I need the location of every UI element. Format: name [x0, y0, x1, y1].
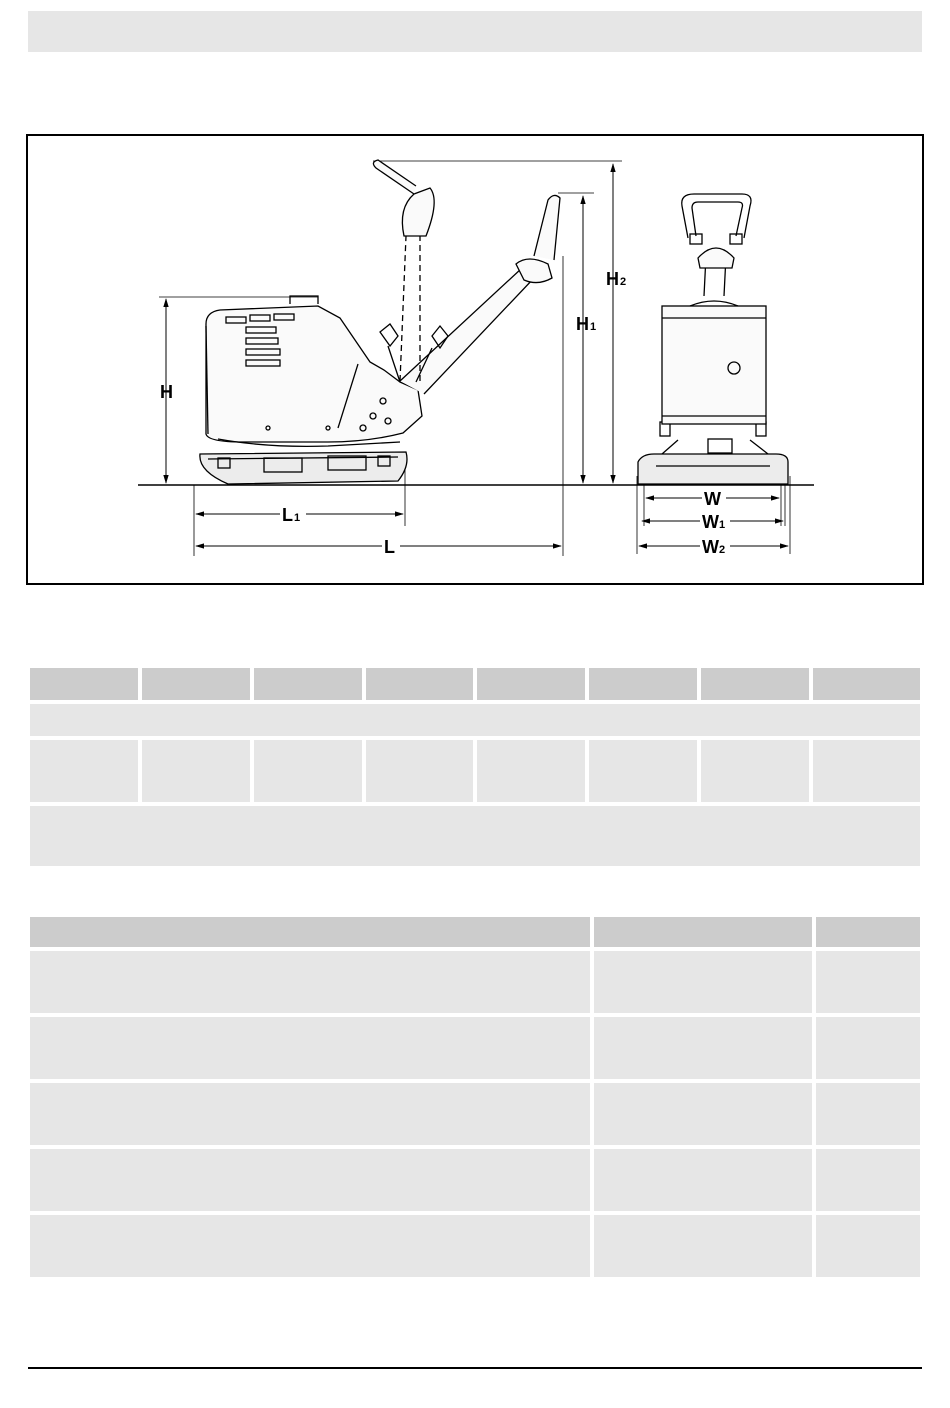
label-W2-subscript: 2: [719, 544, 726, 556]
dimension-drawing: [28, 136, 922, 583]
dimension-diagram: [26, 134, 924, 585]
table1-footnote-row: [30, 806, 920, 866]
table2-row-cell: [816, 1149, 920, 1211]
label-W1: W: [702, 512, 719, 532]
label-W: W: [704, 489, 721, 509]
table2-row-cell: [30, 1215, 590, 1277]
table2-row-cell: [30, 1083, 590, 1145]
table2-header-cell: [594, 917, 812, 947]
table2-row-cell: [30, 1149, 590, 1211]
table2-row-cell: [30, 951, 590, 1013]
label-L1: L: [282, 505, 293, 525]
label-W2: W: [702, 537, 719, 557]
page-header-bar: [28, 11, 922, 52]
table2-header-cell: [816, 917, 920, 947]
table1-header-cell: [366, 668, 473, 700]
table1-data-cell: [254, 740, 362, 802]
label-W1-subscript: 1: [719, 519, 726, 531]
table2-row-cell: [816, 1083, 920, 1145]
table1-data-cell: [813, 740, 920, 802]
table1-data-cell: [477, 740, 585, 802]
table1-header-cell: [813, 668, 920, 700]
footer-rule: [28, 1367, 922, 1369]
table1-span-row: [30, 704, 920, 736]
table2-row-cell: [30, 1017, 590, 1079]
label-H2-subscript: 2: [620, 276, 627, 288]
label-H2: H: [606, 269, 619, 289]
table2-row-cell: [594, 1149, 812, 1211]
table2-row-cell: [594, 1017, 812, 1079]
table1-data-cell: [701, 740, 809, 802]
table1-data-cell: [366, 740, 473, 802]
table1-header-cell: [30, 668, 138, 700]
table2-row-cell: [816, 1215, 920, 1277]
table1-header-cell: [477, 668, 585, 700]
table1-header-cell: [254, 668, 362, 700]
table2-row-cell: [816, 951, 920, 1013]
label-H: H: [160, 382, 173, 402]
label-L: L: [384, 537, 395, 557]
label-L1-subscript: 1: [294, 512, 301, 524]
table2-row-cell: [594, 1215, 812, 1277]
table2-header-cell: [30, 917, 590, 947]
label-H1: H: [576, 314, 589, 334]
table2-row-cell: [816, 1017, 920, 1079]
table1-header-cell: [589, 668, 697, 700]
table1-header-cell: [701, 668, 809, 700]
table1-data-cell: [30, 740, 138, 802]
table2-row-cell: [594, 951, 812, 1013]
table2-row-cell: [594, 1083, 812, 1145]
table1-data-cell: [589, 740, 697, 802]
label-H1-subscript: 1: [590, 321, 597, 333]
compactor-side-view: [200, 160, 560, 484]
table1-header-cell: [142, 668, 250, 700]
compactor-front-view: [638, 194, 788, 484]
table1-data-cell: [142, 740, 250, 802]
